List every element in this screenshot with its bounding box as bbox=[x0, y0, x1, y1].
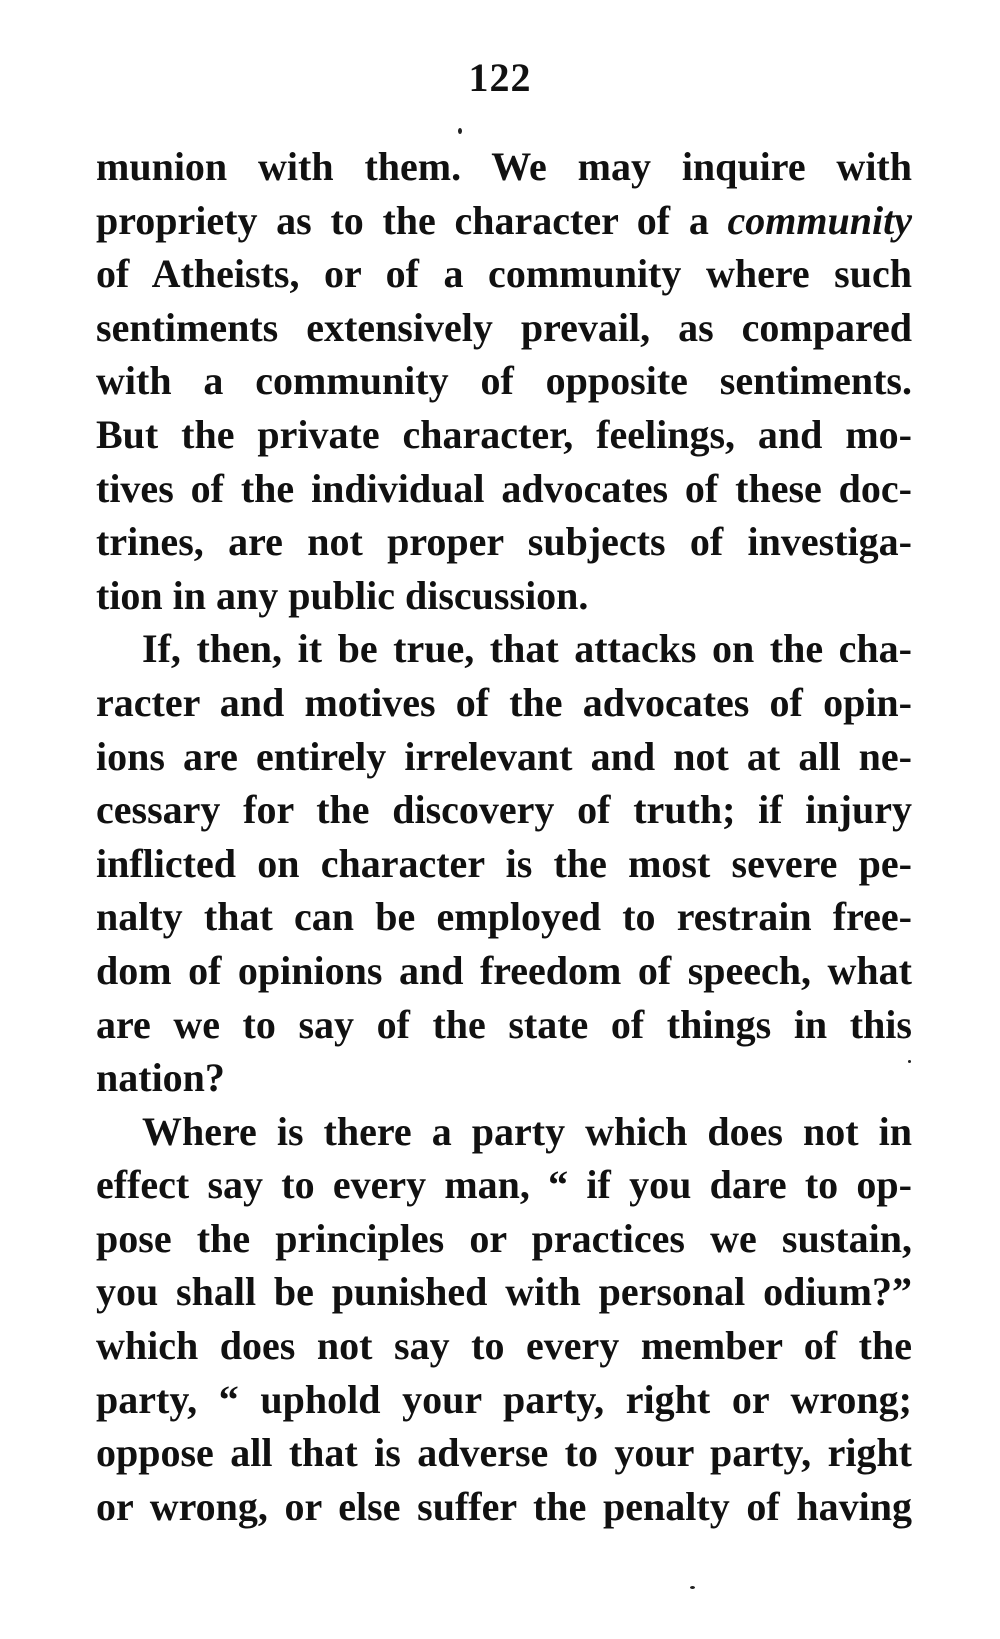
text-line: cessary for the discovery of truth; if injury bbox=[96, 787, 912, 833]
text-line: dom of opinions and freedom of speech, what bbox=[96, 947, 912, 993]
text-line: oppose all that is adverse to your party, right bbox=[96, 1430, 912, 1476]
print-speck bbox=[908, 1060, 911, 1063]
text-line: are we to say of the state of things in this bbox=[96, 1001, 912, 1047]
text-line: ions are entirely irrelevant and not at all ne- bbox=[96, 733, 912, 779]
print-speck bbox=[458, 128, 462, 134]
italic-word: community bbox=[727, 197, 912, 243]
text-line: tion in any public discussion. bbox=[96, 572, 589, 618]
text-line: pose the principles or practices we sustain, bbox=[96, 1215, 912, 1261]
text-line: Where is there a party which does not in bbox=[142, 1108, 912, 1154]
text-run: propriety as to the character of a bbox=[96, 197, 728, 243]
text-line: If, then, it be true, that attacks on the cha- bbox=[142, 626, 912, 672]
text-line: racter and motives of the advocates of opin- bbox=[96, 679, 912, 725]
body-text bbox=[96, 140, 912, 1533]
text-line: effect say to every man, “ if you dare to op- bbox=[96, 1162, 912, 1208]
text-line: of Atheists, or of a community where such bbox=[96, 251, 912, 297]
text-line: But the private character, feelings, and mo- bbox=[96, 411, 912, 457]
text-line: party, “ uphold your party, right or wrong; bbox=[96, 1376, 912, 1422]
page-number: 122 bbox=[468, 55, 532, 100]
text-line: which does not say to every member of the bbox=[96, 1323, 912, 1369]
text-line bbox=[96, 194, 912, 248]
text-line: trines, are not proper subjects of investiga- bbox=[96, 519, 912, 565]
print-speck bbox=[690, 1586, 695, 1589]
text-line: sentiments extensively prevail, as compared bbox=[96, 304, 912, 350]
text-line: tives of the individual advocates of these doc- bbox=[96, 465, 912, 511]
text-line: munion with them. We may inquire with bbox=[96, 144, 912, 189]
text-line: or wrong, or else suffer the penalty of having bbox=[96, 1483, 912, 1529]
text-line: with a community of opposite sentiments. bbox=[96, 358, 912, 404]
text-line: nation? bbox=[96, 1055, 225, 1101]
text-line: you shall be punished with personal odium?” bbox=[96, 1269, 912, 1315]
text-line: nalty that can be employed to restrain free- bbox=[96, 894, 912, 940]
text-line: inflicted on character is the most severe pe- bbox=[96, 840, 912, 886]
